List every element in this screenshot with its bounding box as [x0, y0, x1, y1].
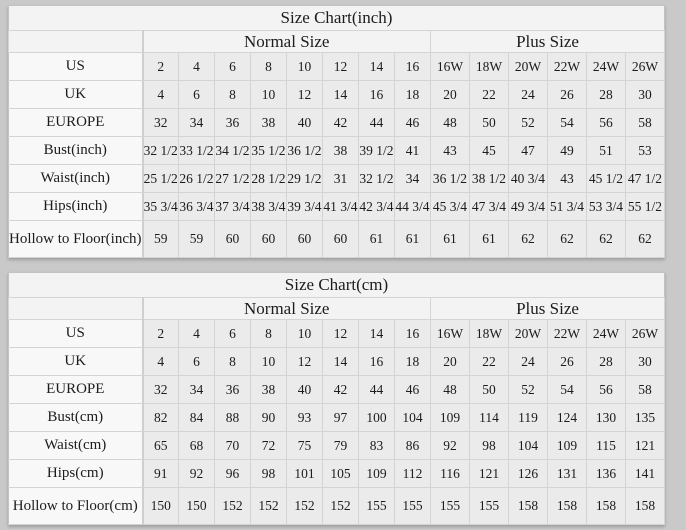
size-cell: 131: [548, 460, 587, 488]
size-cell: 36 3/4: [179, 193, 215, 221]
size-cell: 12: [323, 320, 359, 348]
size-cell: 32 1/2: [143, 137, 179, 165]
size-cell: 41 3/4: [323, 193, 359, 221]
group-header-normal-size: Normal Size: [143, 298, 431, 320]
row-label: Hips(inch): [9, 193, 143, 221]
size-cell: 38 1/2: [470, 165, 509, 193]
size-row-hollow-to-floor-inch: [9, 221, 665, 258]
size-cell: 98: [251, 460, 287, 488]
size-cell: 36 1/2: [287, 137, 323, 165]
size-cell: 59: [179, 221, 215, 258]
size-cell: 18: [395, 81, 431, 109]
size-cell: 58: [626, 109, 665, 137]
size-cell: 53 3/4: [587, 193, 626, 221]
size-row-hips-cm: [9, 460, 665, 488]
size-cell: 62: [626, 221, 665, 258]
size-cell: 46: [395, 109, 431, 137]
size-cell: 40 3/4: [509, 165, 548, 193]
size-cell: 6: [215, 53, 251, 81]
size-cell: 121: [470, 460, 509, 488]
row-label: Bust(cm): [9, 404, 143, 432]
size-cell: 75: [287, 432, 323, 460]
size-cell: 62: [587, 221, 626, 258]
size-cell: 32: [143, 376, 179, 404]
size-cell: 18: [395, 348, 431, 376]
size-row-europe: [9, 376, 665, 404]
size-row-uk: [9, 81, 665, 109]
size-row-bust-cm: [9, 404, 665, 432]
size-cell: 8: [215, 81, 251, 109]
size-cell: 6: [215, 320, 251, 348]
size-cell: 45 1/2: [587, 165, 626, 193]
size-cell: 61: [359, 221, 395, 258]
size-cell: 16: [359, 81, 395, 109]
size-cell: 104: [509, 432, 548, 460]
size-cell: 152: [251, 488, 287, 525]
row-label: EUROPE: [9, 376, 143, 404]
size-cell: 47 1/2: [626, 165, 665, 193]
row-label: UK: [9, 81, 143, 109]
size-cell: 33 1/2: [179, 137, 215, 165]
size-cell: 32 1/2: [359, 165, 395, 193]
size-cell: 109: [431, 404, 470, 432]
size-cell: 18W: [470, 320, 509, 348]
size-cell: 26W: [626, 320, 665, 348]
size-cell: 47: [509, 137, 548, 165]
size-cell: 82: [143, 404, 179, 432]
size-cell: 20: [431, 348, 470, 376]
size-cell: 34: [395, 165, 431, 193]
size-cell: 6: [179, 81, 215, 109]
size-cell: 112: [395, 460, 431, 488]
size-cell: 18W: [470, 53, 509, 81]
size-cell: 46: [395, 376, 431, 404]
size-cell: 60: [215, 221, 251, 258]
row-label: Hollow to Floor(inch): [9, 221, 143, 258]
size-cell: 150: [143, 488, 179, 525]
size-cell: 90: [251, 404, 287, 432]
size-cell: 41: [395, 137, 431, 165]
size-cell: 62: [509, 221, 548, 258]
size-cell: 45 3/4: [431, 193, 470, 221]
size-cell: 35 1/2: [251, 137, 287, 165]
size-cell: 61: [431, 221, 470, 258]
size-cell: 24: [509, 81, 548, 109]
size-cell: 98: [470, 432, 509, 460]
size-chart-table-inch: [8, 5, 665, 258]
size-cell: 124: [548, 404, 587, 432]
size-cell: 34: [179, 109, 215, 137]
size-cell: 45: [470, 137, 509, 165]
size-cell: 25 1/2: [143, 165, 179, 193]
size-cell: 96: [215, 460, 251, 488]
size-cell: 48: [431, 376, 470, 404]
size-row-uk: [9, 348, 665, 376]
size-cell: 42: [323, 109, 359, 137]
size-cell: 130: [587, 404, 626, 432]
group-header-row: [9, 298, 665, 320]
size-cell: 59: [143, 221, 179, 258]
size-cell: 8: [251, 53, 287, 81]
row-label: Hollow to Floor(cm): [9, 488, 143, 525]
size-cell: 43: [431, 137, 470, 165]
size-cell: 158: [626, 488, 665, 525]
size-cell: 28 1/2: [251, 165, 287, 193]
size-cell: 12: [323, 53, 359, 81]
size-cell: 38: [323, 137, 359, 165]
size-row-hips-inch: [9, 193, 665, 221]
size-cell: 10: [251, 81, 287, 109]
size-cell: 24W: [587, 53, 626, 81]
row-label: UK: [9, 348, 143, 376]
size-cell: 135: [626, 404, 665, 432]
size-cell: 12: [287, 81, 323, 109]
size-cell: 6: [179, 348, 215, 376]
size-row-waist-inch: [9, 165, 665, 193]
size-cell: 61: [395, 221, 431, 258]
size-cell: 42 3/4: [359, 193, 395, 221]
chart-title-row: [9, 273, 665, 298]
size-cell: 101: [287, 460, 323, 488]
size-cell: 28: [587, 81, 626, 109]
group-header-plus-size: Plus Size: [431, 298, 665, 320]
size-cell: 36: [215, 376, 251, 404]
size-cell: 50: [470, 376, 509, 404]
size-cell: 54: [548, 376, 587, 404]
size-cell: 158: [587, 488, 626, 525]
size-cell: 22W: [548, 320, 587, 348]
size-cell: 116: [431, 460, 470, 488]
size-cell: 10: [287, 320, 323, 348]
size-cell: 70: [215, 432, 251, 460]
size-cell: 28: [587, 348, 626, 376]
size-cell: 88: [215, 404, 251, 432]
size-cell: 150: [179, 488, 215, 525]
size-cell: 136: [587, 460, 626, 488]
size-cell: 58: [626, 376, 665, 404]
size-cell: 29 1/2: [287, 165, 323, 193]
size-cell: 32: [143, 109, 179, 137]
size-cell: 47 3/4: [470, 193, 509, 221]
size-cell: 92: [179, 460, 215, 488]
size-row-bust-inch: [9, 137, 665, 165]
group-header-row: [9, 31, 665, 53]
row-label: Waist(cm): [9, 432, 143, 460]
size-cell: 22: [470, 81, 509, 109]
size-cell: 49 3/4: [509, 193, 548, 221]
size-cell: 68: [179, 432, 215, 460]
size-cell: 8: [215, 348, 251, 376]
size-cell: 10: [251, 348, 287, 376]
size-cell: 155: [431, 488, 470, 525]
size-cell: 52: [509, 376, 548, 404]
size-row-europe: [9, 109, 665, 137]
size-cell: 26: [548, 81, 587, 109]
size-cell: 114: [470, 404, 509, 432]
size-cell: 14: [359, 320, 395, 348]
chart-title: Size Chart(cm): [9, 273, 665, 298]
size-cell: 27 1/2: [215, 165, 251, 193]
size-cell: 12: [287, 348, 323, 376]
size-cell: 26 1/2: [179, 165, 215, 193]
size-cell: 30: [626, 81, 665, 109]
group-header-spacer: [9, 31, 143, 53]
size-cell: 4: [143, 81, 179, 109]
size-cell: 86: [395, 432, 431, 460]
size-cell: 42: [323, 376, 359, 404]
size-row-us: [9, 320, 665, 348]
size-cell: 39 3/4: [287, 193, 323, 221]
size-cell: 14: [323, 348, 359, 376]
size-cell: 10: [287, 53, 323, 81]
group-header-spacer: [9, 298, 143, 320]
size-cell: 24W: [587, 320, 626, 348]
size-cell: 14: [323, 81, 359, 109]
size-cell: 55 1/2: [626, 193, 665, 221]
size-cell: 72: [251, 432, 287, 460]
group-header-plus-size: Plus Size: [431, 31, 665, 53]
size-cell: 48: [431, 109, 470, 137]
size-cell: 53: [626, 137, 665, 165]
size-cell: 26W: [626, 53, 665, 81]
size-cell: 14: [359, 53, 395, 81]
size-cell: 54: [548, 109, 587, 137]
size-cell: 61: [470, 221, 509, 258]
size-cell: 2: [143, 53, 179, 81]
size-cell: 91: [143, 460, 179, 488]
size-cell: 8: [251, 320, 287, 348]
size-cell: 152: [287, 488, 323, 525]
size-cell: 40: [287, 109, 323, 137]
size-cell: 97: [323, 404, 359, 432]
size-cell: 22W: [548, 53, 587, 81]
row-label: US: [9, 320, 143, 348]
size-cell: 24: [509, 348, 548, 376]
size-cell: 109: [548, 432, 587, 460]
size-cell: 60: [287, 221, 323, 258]
size-cell: 121: [626, 432, 665, 460]
row-label: Waist(inch): [9, 165, 143, 193]
size-cell: 38: [251, 109, 287, 137]
size-cell: 16W: [431, 320, 470, 348]
size-cell: 36 1/2: [431, 165, 470, 193]
size-cell: 44: [359, 376, 395, 404]
chart-title: Size Chart(inch): [9, 6, 665, 31]
size-cell: 155: [470, 488, 509, 525]
size-cell: 60: [323, 221, 359, 258]
size-cell: 44: [359, 109, 395, 137]
size-cell: 35 3/4: [143, 193, 179, 221]
size-cell: 40: [287, 376, 323, 404]
size-cell: 37 3/4: [215, 193, 251, 221]
size-cell: 4: [179, 320, 215, 348]
size-cell: 155: [395, 488, 431, 525]
size-cell: 20: [431, 81, 470, 109]
group-header-normal-size: Normal Size: [143, 31, 431, 53]
size-cell: 4: [179, 53, 215, 81]
size-cell: 51 3/4: [548, 193, 587, 221]
size-cell: 158: [509, 488, 548, 525]
size-cell: 34 1/2: [215, 137, 251, 165]
size-cell: 38: [251, 376, 287, 404]
size-cell: 79: [323, 432, 359, 460]
size-cell: 16: [395, 320, 431, 348]
size-cell: 16W: [431, 53, 470, 81]
size-cell: 92: [431, 432, 470, 460]
size-cell: 20W: [509, 320, 548, 348]
size-cell: 43: [548, 165, 587, 193]
row-label: Hips(cm): [9, 460, 143, 488]
size-cell: 22: [470, 348, 509, 376]
size-cell: 31: [323, 165, 359, 193]
size-row-us: [9, 53, 665, 81]
size-cell: 38 3/4: [251, 193, 287, 221]
size-cell: 115: [587, 432, 626, 460]
size-cell: 141: [626, 460, 665, 488]
size-cell: 39 1/2: [359, 137, 395, 165]
row-label: US: [9, 53, 143, 81]
size-cell: 20W: [509, 53, 548, 81]
size-cell: 104: [395, 404, 431, 432]
size-cell: 60: [251, 221, 287, 258]
size-cell: 2: [143, 320, 179, 348]
size-row-waist-cm: [9, 432, 665, 460]
size-cell: 52: [509, 109, 548, 137]
size-cell: 56: [587, 109, 626, 137]
size-cell: 119: [509, 404, 548, 432]
size-cell: 16: [359, 348, 395, 376]
size-cell: 36: [215, 109, 251, 137]
size-cell: 30: [626, 348, 665, 376]
size-cell: 16: [395, 53, 431, 81]
size-cell: 56: [587, 376, 626, 404]
size-cell: 84: [179, 404, 215, 432]
size-cell: 152: [323, 488, 359, 525]
size-cell: 44 3/4: [395, 193, 431, 221]
chart-title-row: [9, 6, 665, 31]
size-cell: 4: [143, 348, 179, 376]
size-cell: 62: [548, 221, 587, 258]
size-cell: 100: [359, 404, 395, 432]
size-cell: 158: [548, 488, 587, 525]
size-cell: 109: [359, 460, 395, 488]
size-cell: 50: [470, 109, 509, 137]
size-cell: 155: [359, 488, 395, 525]
row-label: Bust(inch): [9, 137, 143, 165]
row-label: EUROPE: [9, 109, 143, 137]
size-cell: 49: [548, 137, 587, 165]
size-cell: 34: [179, 376, 215, 404]
size-cell: 93: [287, 404, 323, 432]
size-cell: 65: [143, 432, 179, 460]
size-row-hollow-to-floor-cm: [9, 488, 665, 525]
size-chart-table-cm: [8, 272, 665, 525]
size-cell: 51: [587, 137, 626, 165]
size-cell: 26: [548, 348, 587, 376]
size-cell: 83: [359, 432, 395, 460]
size-cell: 126: [509, 460, 548, 488]
size-cell: 152: [215, 488, 251, 525]
size-cell: 105: [323, 460, 359, 488]
